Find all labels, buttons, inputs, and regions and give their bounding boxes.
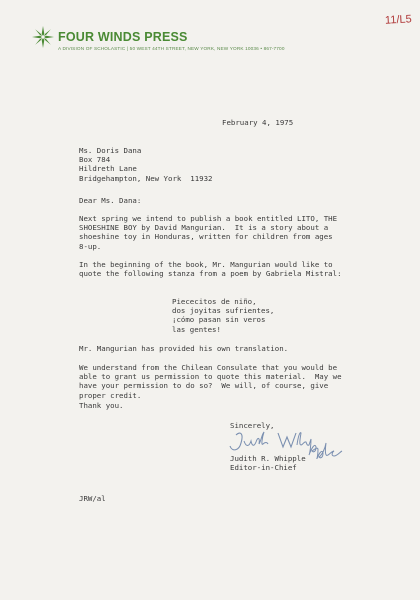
closing: Sincerely, [230,421,275,430]
recipient-line: Box 784 [79,155,111,165]
publisher-name: FOUR WINDS PRESS [58,30,188,44]
signer-title: Editor-in-Chief [230,463,297,473]
text-line: 8-up. [79,241,102,251]
stanza-line: dos joyitas sufrientes, [172,306,275,316]
text-line: proper credit. [79,390,142,400]
thanks-line: Thank you. [79,401,124,410]
stanza-line: ¡cómo pasan sin veros [172,315,266,325]
stanza-line: Piececitos de niño, [172,297,257,306]
star-burst-icon [32,26,54,48]
salutation: Dear Ms. Dana: [79,196,142,205]
signer-block [230,454,306,472]
text-line: able to grant us permission to quote this material. May we [79,372,342,382]
paragraph-publication [79,214,337,251]
archive-reference-mark: 11/L5 [384,13,413,27]
text-line: shoeshine toy in Honduras, written for children from ages [79,232,333,242]
text-line: SHOESHINE BOY by David Mangurian. It is a story about a [79,223,329,233]
signer-name: Judith R. Whipple [230,454,306,463]
recipient-line: Hildreth Lane [79,164,137,174]
paragraph-quote-request [79,260,342,278]
letterhead [32,26,188,48]
recipient-line: Bridgehampton, New York 11932 [79,173,213,183]
text-line: In the beginning of the book, Mr. Mangurian would like to [79,260,333,269]
stanza-line: las gentes! [172,324,221,334]
typist-initials: JRW/al [79,494,106,503]
text-line: Next spring we intend to publish a book entitled LITO, THE [79,214,338,223]
paragraph-permission [79,363,342,400]
recipient-line: Ms. Doris Dana [79,146,142,155]
paragraph-translation: Mr. Mangurian has provided his own translation. [79,344,289,353]
poem-stanza [172,297,274,334]
text-line: quote the following stanza from a poem by Gabriela Mistral: [79,269,342,279]
text-line: have your permission to do so? We will, of course, give [79,381,329,391]
recipient-address [79,146,213,183]
publisher-address-line: A DIVISION OF SCHOLASTIC | 50 WEST 44TH STREET, NEW YORK, NEW YORK 10036 • 867-7700 [58,46,285,51]
text-line: We understand from the Chilean Consulate that you would be [79,363,338,372]
letter-date: February 4, 1975 [222,118,294,127]
